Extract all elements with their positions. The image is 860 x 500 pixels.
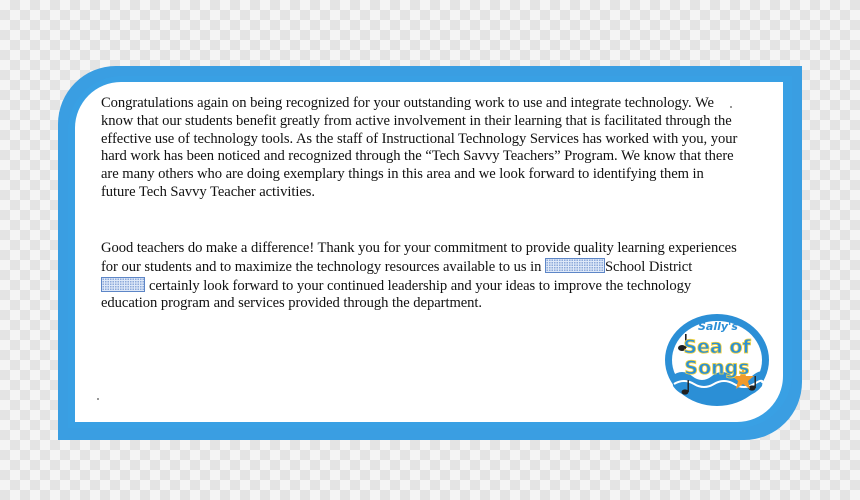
- paragraph-2-text-c: certainly look forward to your continued leadership and your ideas to improve the technology education program and services provided through the department.: [101, 277, 692, 312]
- logo-text-songs: Songs: [684, 357, 750, 379]
- scan-speck: [730, 106, 732, 108]
- letter-paragraph-2: [101, 240, 741, 313]
- letter-paragraph-1: Congratulations again on being recognized for your outstanding work to use and integrate technology. We know that our students benefit greatly from active involvement in their learning that is facilitated through the effective use of technology tools. As the staff of Instructional Technology Services has worked with you, your hard work has been noticed and recognized through the “Tech Savvy Teachers” Program. We know that there are many others who are doing exemplary things in this area and we look forward to identifying them in future Tech Savvy Teacher activities.: [101, 95, 738, 200]
- paragraph-2-text-b: School District: [604, 258, 693, 275]
- redacted-box-1: [545, 258, 605, 273]
- logo-text-sallys: Sally's: [698, 320, 738, 333]
- sea-of-songs-logo: [660, 310, 774, 410]
- paragraph-2-text-a: Good teachers do make a difference! Thank you for your commitment to provide quality learning experiences for our students and to maximize the technology resources available to us in: [101, 240, 737, 275]
- logo-text-sea: Sea of: [683, 336, 751, 358]
- redacted-box-2: [101, 277, 145, 292]
- scan-speck: [97, 398, 99, 400]
